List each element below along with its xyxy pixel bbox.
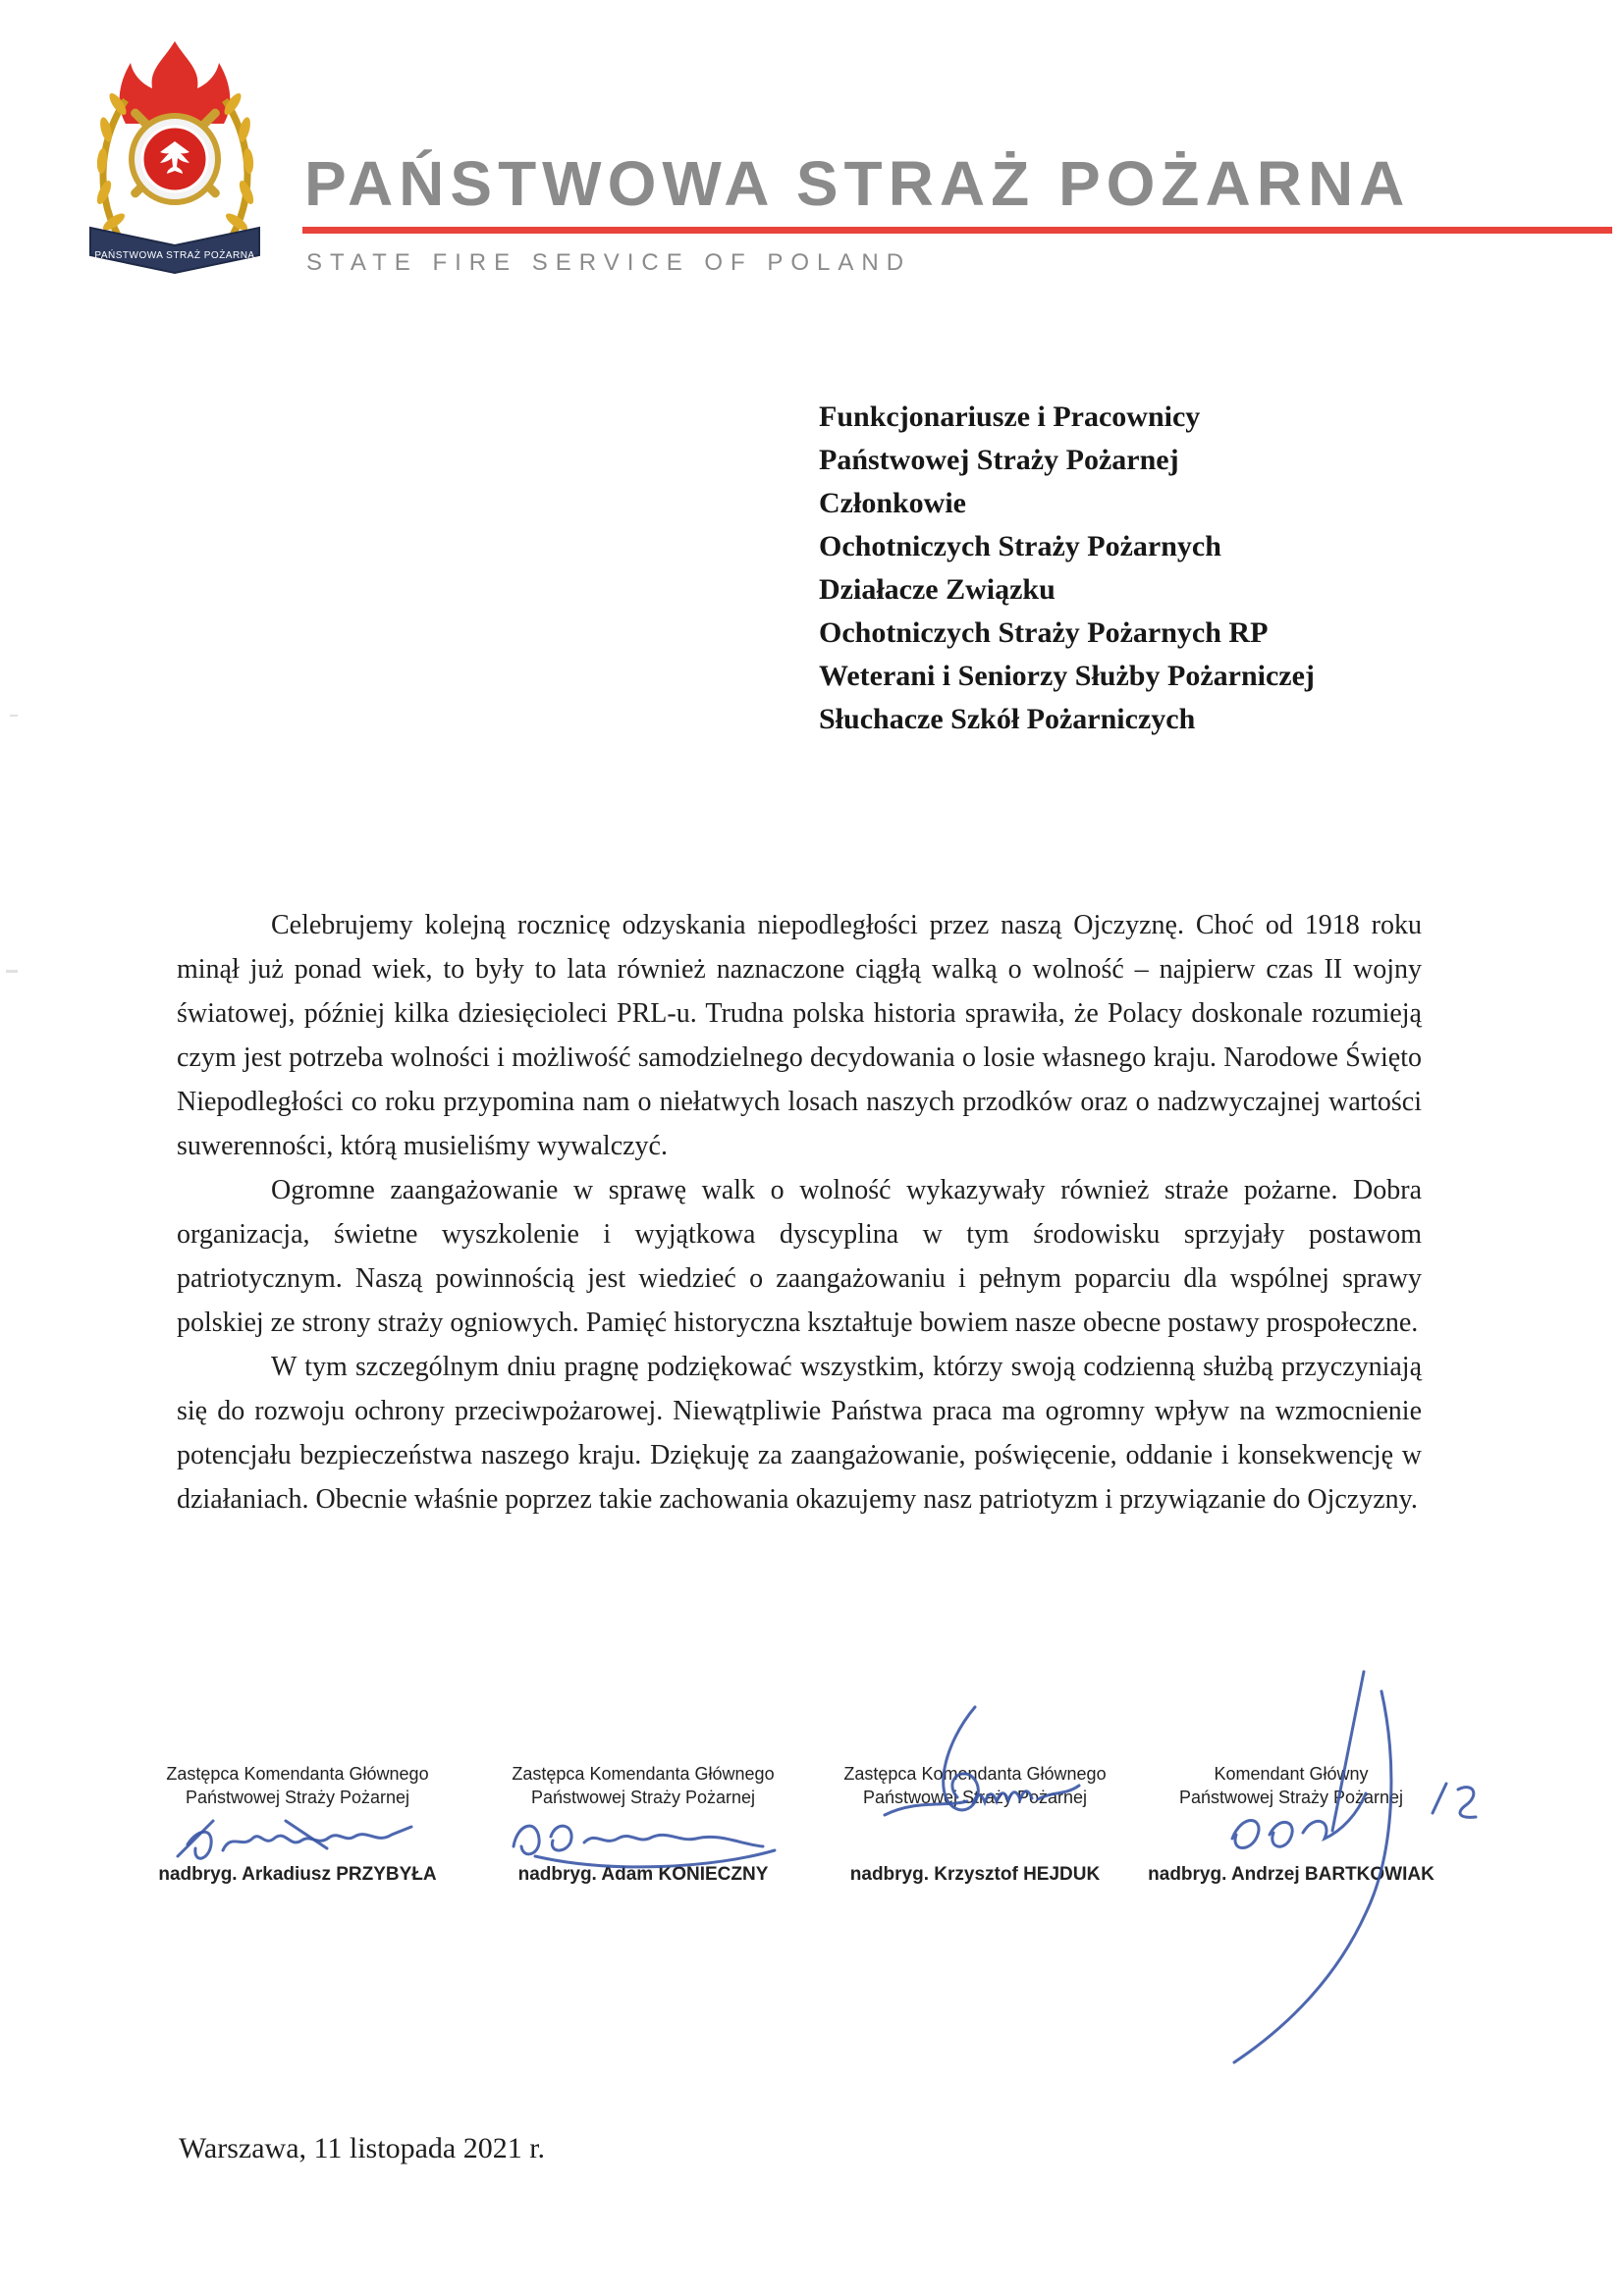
header-rule [302,227,1612,234]
fire-service-emblem [75,35,276,291]
addressee-line: Ochotniczych Straży Pożarnych [819,530,1221,562]
addressee-line: Działacze Związku [819,573,1056,606]
signer-title: Państwowej Straży Pożarnej [862,1788,1088,1807]
signer-title: Państwowej Straży Pożarnej [530,1788,756,1807]
signature-block-hejduk [813,1762,1137,1886]
addressee-line: Członkowie [819,487,966,519]
signer-title: Zastępca Komendanta Głównego [512,1764,775,1784]
addressee-line: Państwowej Straży Pożarnej [819,444,1179,476]
signer-name: nadbryg. Adam KONIECZNY [517,1864,769,1885]
signature-block-bartkowiak [1129,1762,1453,1886]
signer-title: Państwowej Straży Pożarnej [185,1788,410,1807]
scan-artifact [10,715,18,717]
addressee-line: Weterani i Seniorzy Służby Pożarniczej [819,660,1315,692]
fire-service-logo [75,35,276,293]
signer-title: Zastępca Komendanta Głównego [843,1764,1107,1784]
logo-ribbon-text: PAŃSTWOWA STRAŻ POŻARNA [94,250,255,261]
letter-body [177,903,1422,1522]
body-paragraph: Celebrujemy kolejną rocznicę odzyskania niepodległości przez naszą Ojczyznę. Choć od 1918 roku minął już ponad wiek, to były to lata również naznaczone ciągłą walką o wolność – najpierw czas II wojny światowej, później kilka dziesięcioleci PRL-u. Trudna polska historia sprawiła, że Polacy doskonale rozumieją czym jest potrzeba wolności i możliwość samodzielnego decydowania o losie własnego kraju. Narodowe Święto Niepodległości co roku przypomina nam o niełatwych losach naszych przodków oraz o nadzwyczajnej wartości suwerenności, którą musieliśmy wywalczyć. [177,910,1422,1161]
addressee-line: Ochotniczych Straży Pożarnych RP [819,616,1269,649]
signer-name: nadbryg. Andrzej BARTKOWIAK [1148,1864,1435,1885]
scan-artifact [6,970,18,973]
place-date: Warszawa, 11 listopada 2021 r. [179,2132,546,2164]
signer-name: nadbryg. Arkadiusz PRZYBYŁA [158,1864,437,1885]
addressee-line: Słuchacze Szkół Pożarniczych [819,703,1196,735]
org-title: PAŃSTWOWA STRAŻ POŻARNA [304,148,1411,219]
signer-title: Zastępca Komendanta Głównego [166,1764,429,1784]
addressee-block [819,396,1315,741]
signer-title: Komendant Główny [1214,1764,1369,1784]
body-paragraph: W tym szczególnym dniu pragnę podziękować wszystkim, którzy swoją codzienną służbą przyczyniają się do rozwoju ochrony przeciwpożarowej. Niewątpliwie Państwa praca ma ogromny wpływ na wzmocnienie potencjału bezpieczeństwa naszego kraju. Dziękuję za zaangażowanie, poświęcenie, oddanie i konsekwencję w działaniach. Obecnie właśnie poprzez takie zachowania okazujemy nasz patriotyzm i przywiązanie do Ojczyzny. [177,1352,1422,1515]
signer-title: Państwowej Straży Pożarnej [1178,1788,1404,1807]
org-subtitle-en: STATE FIRE SERVICE OF POLAND [306,249,912,276]
signature-block-przybyla [135,1762,460,1886]
addressee-line: Funkcjonariusze i Pracownicy [819,400,1201,433]
signer-name: nadbryg. Krzysztof HEJDUK [849,1864,1101,1885]
body-paragraph: Ogromne zaangażowanie w sprawę walk o wolność wykazywały również straże pożarne. Dobra organizacja, świetne wyszkolenie i wyjątkowa dyscyplina w tym środowisku sprzyjały postawom patriotycznym. Naszą powinnością jest wiedzieć o zaangażowaniu i pełnym poparciu dla wspólnej sprawy polskiej ze strony straży ogniowych. Pamięć historyczna kształtuje bowiem nasze obecne postawy prospołeczne. [177,1175,1422,1338]
signature-block-konieczny [481,1762,805,1886]
